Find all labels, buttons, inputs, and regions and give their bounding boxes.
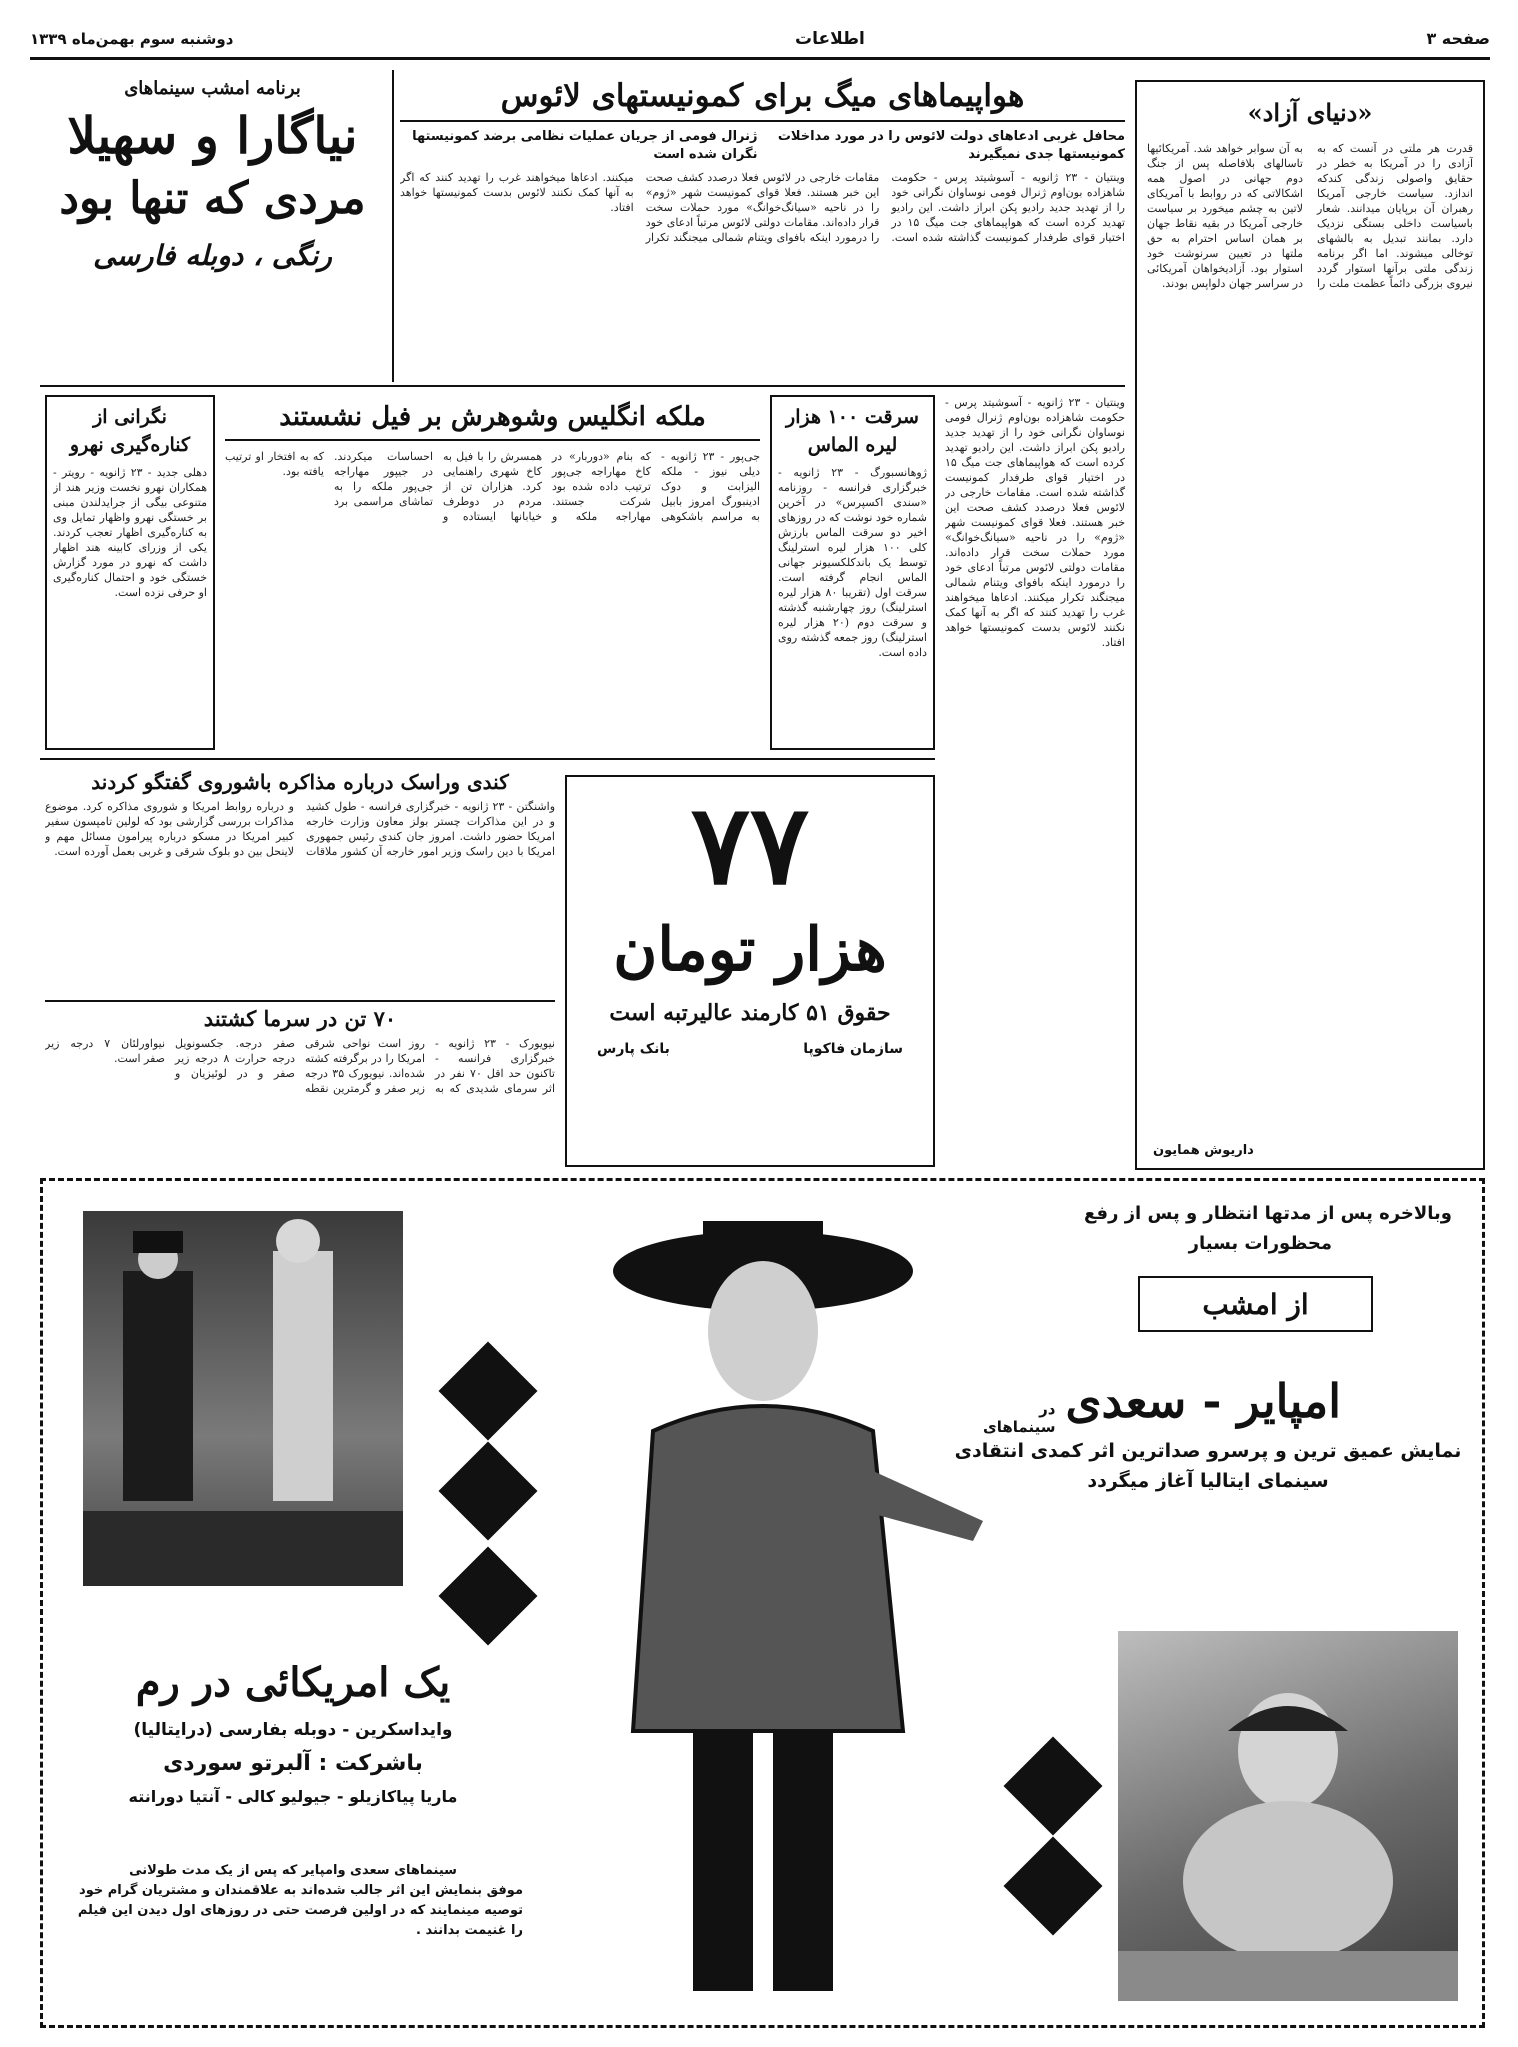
laos-body: وینتیان - ۲۳ ژانویه - آسوشیتد پرس - حکومت شاهزاده بون‌اوم ژنرال فومی نوساوان نگرانی خود را از تهدید جدید رادیو پکن ابراز داشت. این رادیو تهدید کرده است که هواپیماهای جت میگ ۱۵ در اختیار قوای طرفدار کمونیست گذاشته شده است. مقامات خارجی در لائوس فعلا درصدد کشف صحت این خبر هستند. فعلا قوای کمونیست شهر «ژوم» را در ناحیه «سیانگ‌خوانگ» مورد حملات سخت قرار داده‌اند. مقامات دولتی لائوس مرتباً ادعای خود را درمورد اینکه بافوای ویتنام شمالی میجنگند تکرار میکنند. ادعاها میخواهند غرب را تهدید کنند که اگر به آنها کمک نکنند لائوس بدست کمونیستها خواهد افتاد. xyxy=(400,171,1125,244)
bank-number: ۷۷ xyxy=(690,780,810,909)
film-with: باشرکت : آلبرتو سوردی xyxy=(163,1751,423,1776)
kennedy-headline: کندی وراسک درباره مذاکره باشوروی گفتگو کردند xyxy=(91,770,509,794)
bank-amount: هزار تومان xyxy=(613,915,887,985)
ad-diamond xyxy=(1004,1737,1103,1836)
kennedy-body: واشنگتن - ۲۳ ژانویه - خبرگزاری فرانسه - طول کشید و در این مذاکرات چستر بولز معاون وزارت خارجه امریکا حضور داشت. امروز جان کندی رئیس جمهوری امریکا با دین راسک وزیر امور خارجه آن کشور ملاقات و درباره روابط امریکا و شوروی مذاکره کرد. موضوع مذاکرات بررسی گزارشی بود که لولین تامپسون سفیر کبیر امریکا در مسکو درباره پیرامون مسائل مهم و لاینحل بین دو بلوک شرقی و غربی بعمل آورده است. xyxy=(45,800,555,858)
diamond-body: ژوهانسبورگ - ۲۳ ژانویه - خبرگزاری فرانسه - روزنامه «سندی اکسپرس» در آخرین شماره خود نوشت که در روزهای اخیر دو سرقت الماس بارزش کلی ۱۰۰ هزار لیره استرلینگ توسط یک باندکلکسیونر جهانی الماس انجام گرفته است. سرقت اول (تقریبا ۸۰ هزار لیره استرلینگ) روز چهارشنبه گذشته و سرقت دوم (۲۰ هزار لیره استرلینگ) روز جمعه گذشته روی داده است. xyxy=(778,466,927,659)
ad-description xyxy=(943,1436,1473,1496)
ad-foot-4: را غنیمت بدانند . xyxy=(416,1923,523,1938)
film-title-main: یک امریکائی در رم xyxy=(135,1659,451,1706)
laos-article xyxy=(400,72,1125,382)
queen-body: جی‌پور - ۲۳ ژانویه - دیلی نیوز - ملکه الیزابت و دوک ادینبورگ امروز بابیل به مراسم باشکوهی که بنام «دوربار» در کاخ مهاراجه جی‌پور ترتیب داده شده بود شرکت جستند. مهاراجه ملکه و همسرش را با فیل به کاخ شهری راهنمایی کرد. هزاران تن از مردم در دوطرف خیابانها ایستاده و احساسات میکردند. در جیپور مهاراجه جی‌پور ملکه را به تماشای مراسمی برد که به افتخار او ترتیب یافته بود. xyxy=(225,450,760,523)
nehru-article xyxy=(45,395,215,750)
cold-deaths-article xyxy=(45,1000,555,1170)
ad-tonight-box xyxy=(1138,1276,1373,1332)
film-info: رنگی ، دوبله فارسی xyxy=(93,239,332,272)
laos-headline: هواپیماهای میگ برای کمونیستهای لائوس xyxy=(400,72,1125,122)
cinema-program: برنامه امشب سینماهای xyxy=(124,78,301,99)
film-cast: ماریا پیاکازیلو - جیولیو کالی - آنتیا دورانته xyxy=(128,1787,458,1806)
ad-cinemas-pre: سینماهای xyxy=(983,1418,1056,1436)
kennedy-article xyxy=(45,765,555,1000)
paper-name: اطلاعات xyxy=(795,28,865,49)
page-number: صفحه ۳ xyxy=(1426,29,1490,48)
ad-desc-1: نمایش عمیق ترین و پرسرو صداترین اثر کمدی انتقادی xyxy=(954,1440,1462,1462)
bank-salary-box xyxy=(565,775,935,1167)
ad-diamond xyxy=(1004,1837,1103,1936)
cold-headline: ۷۰ تن در سرما کشتند xyxy=(45,1000,555,1036)
queen-elizabeth-article xyxy=(225,395,760,750)
ad-diamond xyxy=(439,1442,538,1541)
queen-headline: ملکه انگلیس وشوهرش بر فیل نشستند xyxy=(225,395,760,441)
film-title-block xyxy=(63,1651,523,1811)
diamond-theft-article xyxy=(770,395,935,750)
ad-cinema-names: امپایر - سعدی xyxy=(1065,1374,1341,1428)
laos-subheadline-2: محافل غربی ادعاهای دولت لائوس را در مورد مداخلات کمونیستها جدی نمیگیرند xyxy=(777,129,1125,162)
film-star-photo xyxy=(563,1211,1003,2011)
free-world-column xyxy=(1135,80,1485,1170)
film-still-dancers xyxy=(83,1211,403,1586)
laos-continuation-text: وینتیان - ۲۳ ژانویه - آسوشیتد پرس - حکومت شاهزاده بون‌اوم ژنرال فومی نوساوان نگرانی خود را از تهدید جدید رادیو پکن ابراز داشت. این رادیو تهدید کرده است که هواپیماهای جت میگ ۱۵ در اختیار قوای طرفدار کمونیست گذاشته شده است. مقامات خارجی در لائوس فعلا درصدد کشف صحت این خبر هستند. فعلا قوای کمونیست شهر «ژوم» را در ناحیه «سیانگ‌خوانگ» مورد حملات سخت قرار داده‌اند. مقامات دولتی لائوس مرتباً ادعای خود را درمورد اینکه بافوای ویتنام شمالی میجنگند تکرار میکنند. ادعاها میخواهند غرب را تهدید کنند که اگر به آنها کمک نکنند لائوس بدست کمونیستها خواهد افتاد. xyxy=(945,396,1125,649)
laos-subheadline-1: ژنرال فومی از جریان عملیات نظامی برضد کمونیستها نگران شده است xyxy=(412,129,758,162)
free-world-author: داریوش همایون xyxy=(1153,1143,1254,1158)
ad-diamond xyxy=(439,1342,538,1441)
cinema-names: نیاگارا و سهیلا xyxy=(67,106,358,165)
ad-footer xyxy=(63,1861,523,1941)
ad-in: در xyxy=(1039,1400,1056,1418)
ad-foot-2: موفق بنمایش این اثر جالب شده‌اند به علاقمندان و مشتریان گرام خود xyxy=(79,1883,523,1898)
ad-foot-3: توصیه مینمایند که در اولین فرصت حتی در روزهای اول دیدن این فیلم xyxy=(77,1903,523,1918)
free-world-body: قدرت هر ملتی در آنست که به آزادی را در آمریکا به خطر در حقایق واصولی زندگی کندکه اندازد. سیاست خارجی آمریکا رهبران آن برپایان میدانند. شعار باسیاست داخلی بستگی نزدیک دارد. بمانند تبدیل به بالشهای توخالی میشوند. اما اگر برنامه زندگی ملتی برآنها استوار گردد نیروی بزرگی دائماً عظمت ملت را به آن سوابر خواهد شد. آمریکائیها تاسالهای بلافاصله پس از جنگ دوم جهانی در اصول همه اشکالاتی که در روابط با آمریکای لاتین به چشم میخورد بر سیاست خارجی آمریکا در بقیه نقاط جهان بر همان اساس احترام به حق ملتها در تعیین سرنوشت خود استوار بود. آزادیخواهان آمریکائی در سراسر جهان دلواپس بودند. xyxy=(1147,142,1473,290)
nehru-headline: نگرانی از کناره‌گیری نهرو xyxy=(69,406,191,456)
diamond-headline: سرقت ۱۰۰ هزار لیره الماس xyxy=(786,406,919,456)
cinema-niagara-ad xyxy=(40,78,385,378)
ad-intro-line1: وبالاخره پس از مدتها انتظار و پس از رفع xyxy=(1083,1203,1452,1224)
ad-foot-1: سینماهای سعدی وامپایر که پس از یک مدت طولانی xyxy=(129,1863,457,1878)
divider xyxy=(40,758,935,760)
ad-diamond xyxy=(439,1547,538,1646)
bank-salary: حقوق ۵۱ کارمند عالیرتبه است xyxy=(609,1000,891,1026)
ad-intro-line2: محظورات بسیار xyxy=(1188,1233,1332,1254)
film-format: وایداسکرین - دوبله بفارسی (درایتالیا) xyxy=(133,1720,453,1740)
ad-desc-2: سینمای ایتالیا آغاز میگردد xyxy=(1087,1470,1329,1492)
nehru-body: دهلی جدید - ۲۳ ژانویه - رویتر - همکاران نهرو نخست وزیر هند از متنوعی بیگی از جرایدلندن مبنی بر خستگی نهرو واظهار تمایل وی به کناره‌گیری اظهار تعجب کردند. یکی از وزرای کابینه هند اظهار داشت که نهرو در مورد گزارش خستگی خود و احتمال کناره‌گیری او حرفی نزده است. xyxy=(53,466,207,599)
bank-org: سازمان فاکوپا xyxy=(803,1041,903,1057)
film-title: مردی که تنها بود xyxy=(59,173,366,224)
bank-name: بانک پارس xyxy=(597,1041,670,1057)
free-world-title: «دنیای آزاد» xyxy=(1247,98,1373,127)
ad-cinemas xyxy=(983,1356,1463,1436)
divider xyxy=(392,70,394,382)
ad-intro xyxy=(952,1199,1452,1259)
divider xyxy=(40,385,1125,387)
film-still-boy xyxy=(1118,1631,1458,2001)
laos-continuation xyxy=(945,395,1125,1165)
cold-body: نیویورک - ۲۳ ژانویه - خبرگزاری فرانسه - تاکنون حد اقل ۷۰ نفر در اثر سرمای شدیدی که به روز است نواحی شرقی امریکا را در برگرفته کشته شده‌اند. نیویورک ۳۵ درجه زیر صفر و گرمترین نقطه صفر درجه. جکسونویل درجه حرارت ۸ درجه زیر صفر و در لوئیزیان و نیواورلئان ۷ درجه زیر صفر است. xyxy=(45,1037,555,1095)
issue-date: دوشنبه سوم بهمن‌ماه ۱۳۳۹ xyxy=(30,29,234,48)
page-header xyxy=(30,20,1490,60)
ad-tonight: از امشب xyxy=(1202,1287,1309,1321)
film-ad xyxy=(40,1178,1485,2028)
